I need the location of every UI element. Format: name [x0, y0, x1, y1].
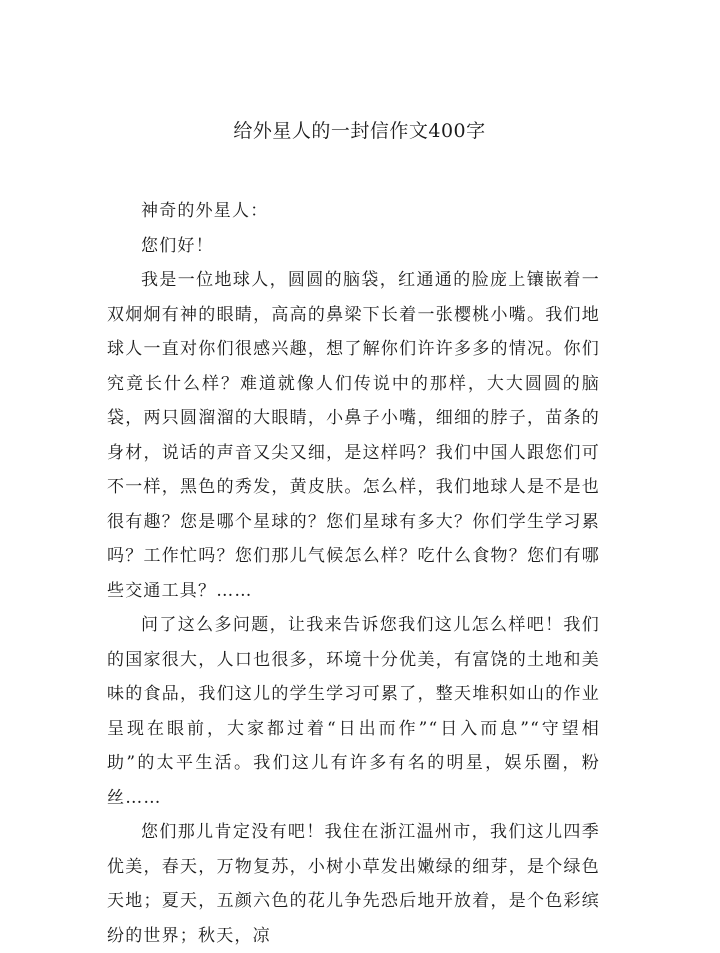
- body-paragraph-2: 问了这么多问题，让我来告诉您我们这儿怎么样吧！我们的国家很大，人口也很多，环境十分优美，有富饶的土地和美味的食品，我们这儿的学生学习可累了，整天堆积如山的作业呈现在眼前，大家都过着“日出而作”“日入而息”“守望相助”的太平生活。我们这儿有许多有名的明星，娱乐圈，粉丝……: [107, 615, 600, 808]
- body-paragraph-3: 您们那儿肯定没有吧！我住在浙江温州市，我们这儿四季优美，春天，万物复苏，小树小草发出嫩绿的细芽，是个绿色天地；夏天，五颜六色的花儿争先恐后地开放着，是个色彩缤纷的世界；秋天，凉: [107, 822, 600, 946]
- salutation: 神奇的外星人：: [141, 201, 269, 221]
- document-title: 给外星人的一封信作文400字: [233, 120, 486, 142]
- greeting: 您们好！: [141, 235, 214, 256]
- body-paragraph-1: 我是一位地球人，圆圆的脑袋，红通通的脸庞上镶嵌着一双炯炯有神的眼睛，高高的鼻梁下长着一张樱桃小嘴。我们地球人一直对你们很感兴趣，想了解你们许许多多的情况。你们究竟长什么样？难道就像人们传说中的那样，大大圆圆的脑袋，两只圆溜溜的大眼睛，小鼻子小嘴，细细的脖子，苗条的身材，说话的声音又尖又细，是这样吗？我们中国人跟您们可不一样，黑色的秀发，黄皮肤。怎么样，我们地球人是不是也很有趣？您是哪个星球的？您们星球有多大？你们学生学习累吗？工作忙吗？您们那儿气候怎么样？吃什么食物？您们有哪些交通工具？……: [107, 270, 600, 601]
